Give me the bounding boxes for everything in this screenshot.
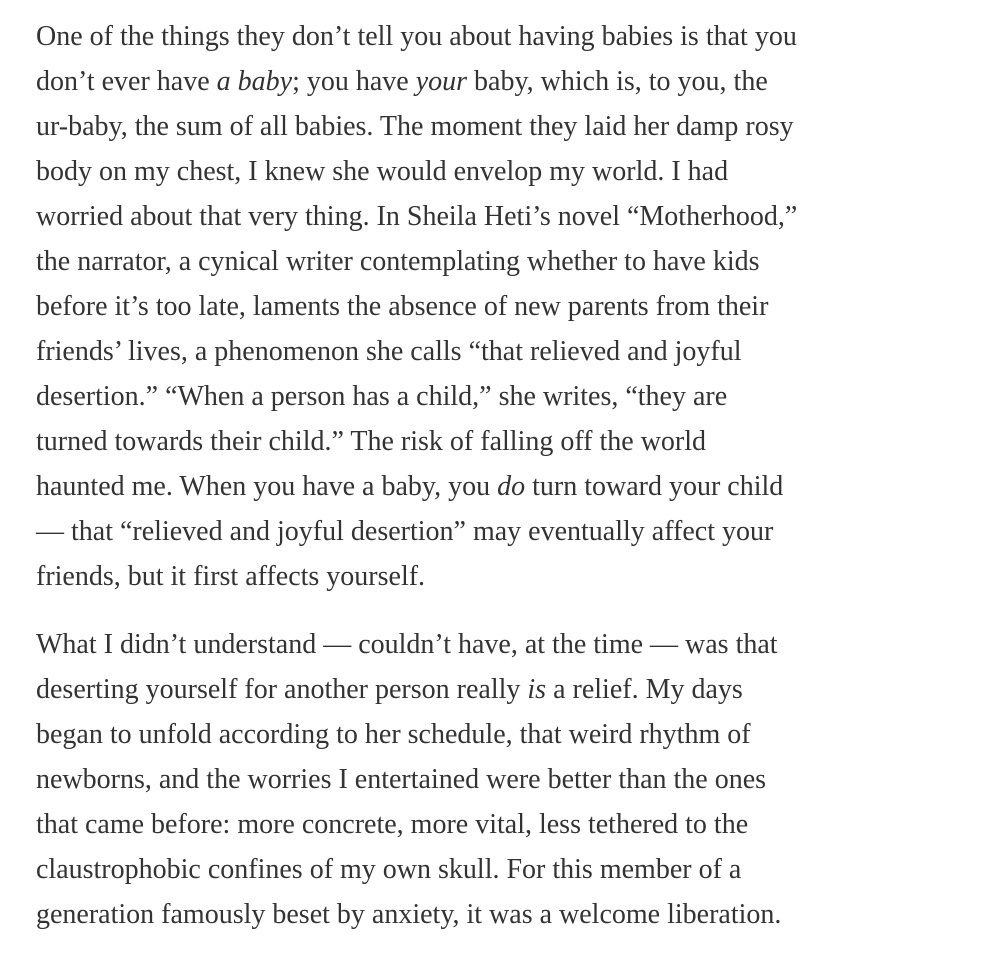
text-segment: a relief. My days: [546, 674, 743, 705]
text-line: [36, 149, 974, 194]
text-segment: turn toward your child: [525, 471, 784, 502]
text-line: [36, 374, 974, 419]
text-segment: One of the things they don’t tell you about having babies is that you: [36, 21, 797, 52]
text-line: [36, 712, 974, 757]
text-line: [36, 892, 974, 937]
text-line: [36, 419, 974, 464]
text-segment: don’t ever have: [36, 66, 217, 97]
italic-text-segment: do: [497, 471, 526, 502]
text-line: [36, 329, 974, 374]
text-line: [36, 239, 974, 284]
text-line: [36, 194, 974, 239]
text-line: [36, 757, 974, 802]
text-line: [36, 59, 974, 104]
text-segment: claustrophobic confines of my own skull. For this member of a: [36, 854, 742, 885]
paragraph: [36, 14, 974, 599]
text-line: [36, 847, 974, 892]
text-line: [36, 667, 974, 712]
text-line: [36, 14, 974, 59]
text-line: [36, 509, 974, 554]
text-line: [36, 622, 974, 667]
text-segment: began to unfold according to her schedule, that weird rhythm of: [36, 719, 751, 750]
italic-text-segment: your: [415, 66, 468, 97]
text-segment: haunted me. When you have a baby, you: [36, 471, 498, 502]
text-line: [36, 464, 974, 509]
text-segment: newborns, and the worries I entertained were better than the ones: [36, 764, 767, 795]
text-segment: baby, which is, to you, the: [467, 66, 768, 97]
text-segment: friends, but it first affects yourself.: [36, 561, 426, 592]
italic-text-segment: a baby: [216, 66, 293, 97]
text-segment: deserting yourself for another person really: [36, 674, 528, 705]
text-segment: generation famously beset by anxiety, it was a welcome liberation.: [36, 899, 782, 930]
text-segment: — that “relieved and joyful desertion” may eventually affect your: [36, 516, 774, 547]
text-line: [36, 554, 974, 599]
text-segment: worried about that very thing. In Sheila Heti’s novel “Motherhood,”: [36, 201, 798, 232]
text-segment: ; you have: [292, 66, 416, 97]
text-segment: before it’s too late, laments the absence of new parents from their: [36, 291, 769, 322]
text-segment: the narrator, a cynical writer contemplating whether to have kids: [36, 246, 760, 277]
text-segment: friends’ lives, a phenomenon she calls “that relieved and joyful: [36, 336, 742, 367]
text-segment: body on my chest, I knew she would envelop my world. I had: [36, 156, 729, 187]
italic-text-segment: is: [527, 674, 547, 705]
text-segment: that came before: more concrete, more vital, less tethered to the: [36, 809, 749, 840]
text-line: [36, 284, 974, 329]
text-segment: ur-baby, the sum of all babies. The moment they laid her damp rosy: [36, 111, 794, 142]
paragraph: [36, 622, 974, 937]
text-line: [36, 104, 974, 149]
text-line: [36, 802, 974, 847]
article-body-text: [36, 14, 974, 937]
text-segment: desertion.” “When a person has a child,” she writes, “they are: [36, 381, 728, 412]
text-segment: turned towards their child.” The risk of falling off the world: [36, 426, 707, 457]
text-segment: What I didn’t understand — couldn’t have, at the time — was that: [36, 629, 778, 660]
